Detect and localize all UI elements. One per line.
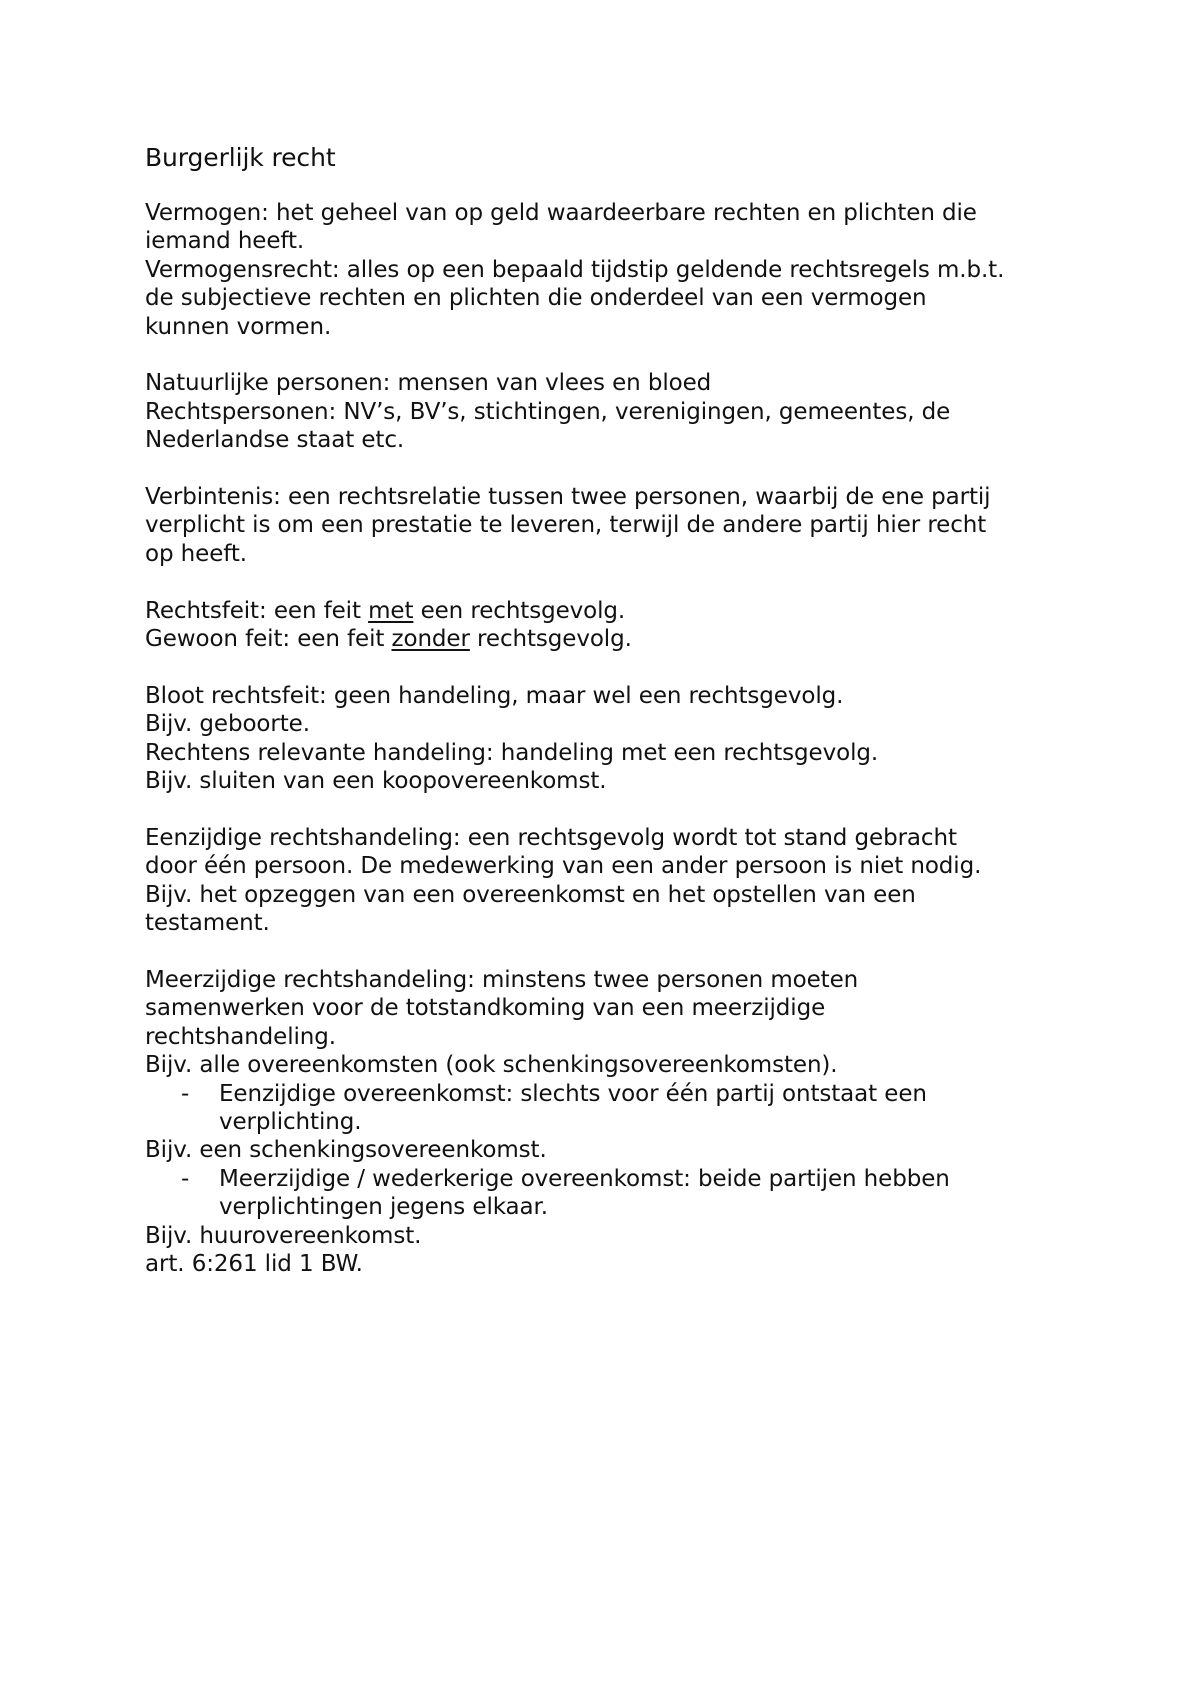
text-line: iemand heeft. [145, 228, 305, 255]
text-line: Bijv. het opzeggen van een overeenkomst en het opstellen van een [145, 881, 916, 908]
text-line: Vermogensrecht: alles op een bepaald tijdstip geldende rechtsregels m.b.t. [145, 256, 1005, 283]
text-line: Vermogen: het geheel van op geld waardeerbare rechten en plichten die [145, 200, 977, 226]
paragraph-handeling [145, 682, 1085, 796]
paragraph-rechtsfeit [145, 597, 1085, 654]
underlined-word: met [368, 597, 414, 624]
text-segment: Rechtsfeit: een feit [145, 597, 369, 624]
text-segment: een rechtsgevolg. [413, 597, 626, 624]
text-line: kunnen vormen. [145, 313, 332, 340]
text-line: Rechtspersonen: NV’s, BV’s, stichtingen, verenigingen, gemeentes, de [145, 398, 951, 425]
text-line: Rechtens relevante handeling: handeling met een rechtsgevolg. [145, 739, 879, 766]
document-body [145, 143, 1085, 1307]
text-line: de subjectieve rechten en plichten die onderdeel van een vermogen [145, 285, 927, 312]
text-line: op heeft. [145, 540, 247, 567]
text-line: Natuurlijke personen: mensen van vlees en bloed [145, 370, 712, 397]
text-line: Eenzijdige overeenkomst: slechts voor één partij ontstaat een [219, 1080, 927, 1107]
text-line [145, 597, 1085, 625]
paragraph-verbintenis [145, 483, 1085, 568]
text-line: Bijv. geboorte. [145, 711, 310, 738]
text-line: Bloot rechtsfeit: geen handeling, maar wel een rechtsgevolg. [145, 682, 844, 709]
text-line: verplichtingen jegens elkaar. [219, 1194, 549, 1221]
text-line: Bijv. huurovereenkomst. [145, 1222, 422, 1249]
list-item [145, 1080, 1085, 1137]
text-line: testament. [145, 910, 270, 937]
text-line: Bijv. alle overeenkomsten (ook schenkingsovereenkomsten). [145, 1052, 838, 1079]
text-line: Verbintenis: een rechtsrelatie tussen twee personen, waarbij de ene partij [145, 484, 991, 511]
text-line: verplicht is om een prestatie te leveren, terwijl de andere partij hier recht [145, 512, 987, 539]
text-line: Meerzijdige rechtshandeling: minstens twee personen moeten [145, 966, 859, 993]
text-segment: Gewoon feit: een feit [145, 626, 392, 653]
text-line: Bijv. een schenkingsovereenkomst. [145, 1137, 547, 1164]
text-line: Bijv. sluiten van een koopovereenkomst. [145, 768, 607, 795]
text-line: rechtshandeling. [145, 1023, 336, 1050]
underlined-word: zonder [391, 626, 470, 653]
text-line: Meerzijdige / wederkerige overeenkomst: beide partijen hebben [219, 1165, 950, 1192]
text-line: door één persoon. De medewerking van een ander persoon is niet nodig. [145, 853, 982, 880]
paragraph-meerzijdige [145, 966, 1085, 1278]
text-line: verplichting. [219, 1108, 362, 1135]
text-line: samenwerken voor de totstandkoming van een meerzijdige [145, 995, 826, 1022]
text-line: Nederlandse staat etc. [145, 427, 405, 454]
paragraph-personen [145, 369, 1085, 454]
text-line: art. 6:261 lid 1 BW. [145, 1250, 363, 1277]
text-line: Eenzijdige rechtshandeling: een rechtsgevolg wordt tot stand gebracht [145, 824, 957, 851]
list-item [145, 1165, 1085, 1222]
paragraph-vermogen [145, 199, 1085, 341]
text-segment: rechtsgevolg. [469, 626, 632, 653]
bullet-dash: - [181, 1080, 190, 1107]
page-title: Burgerlijk recht [145, 143, 336, 172]
text-line [145, 625, 1085, 653]
bullet-dash: - [181, 1165, 190, 1192]
paragraph-eenzijdige [145, 824, 1085, 938]
